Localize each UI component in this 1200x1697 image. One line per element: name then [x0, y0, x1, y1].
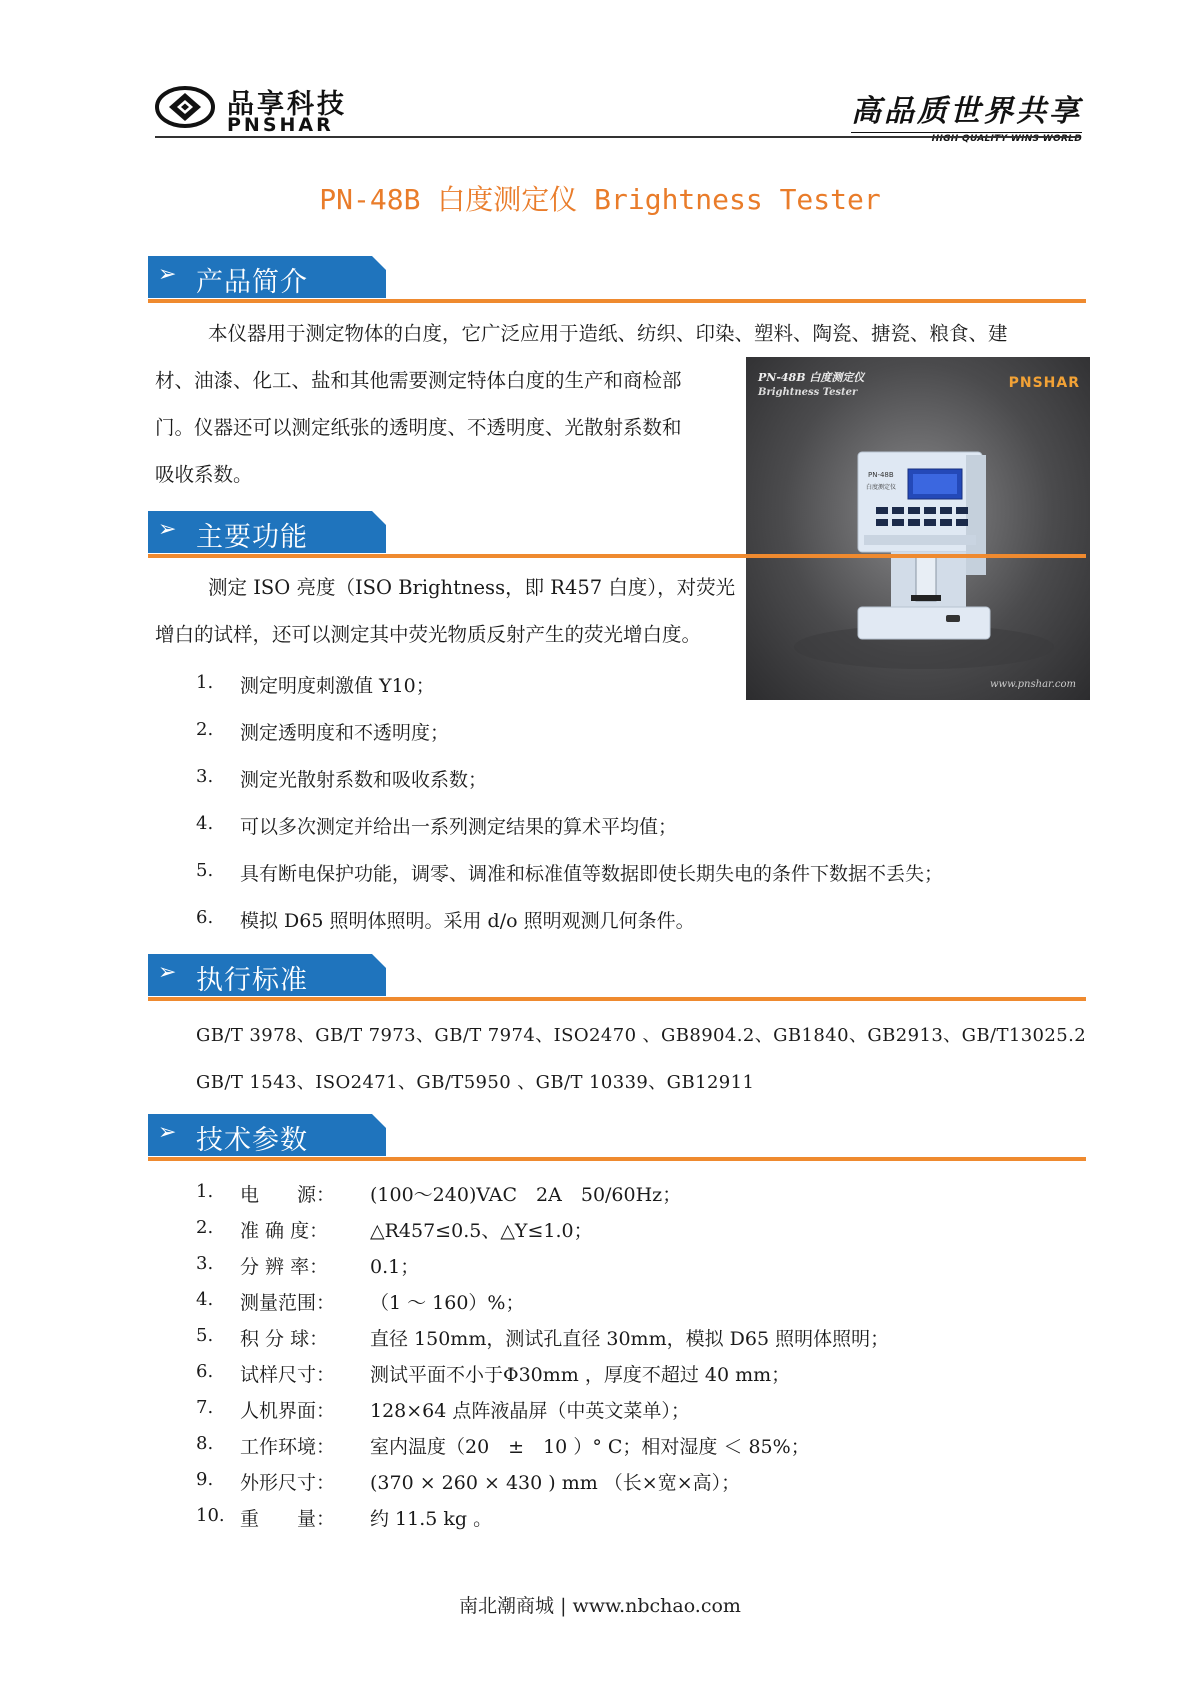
product-image-url: www.pnshar.com — [989, 679, 1076, 690]
spec-number: 9. — [196, 1469, 214, 1490]
spec-number: 1. — [196, 1181, 214, 1202]
section-title: 产品简介 — [196, 267, 308, 298]
logo-chinese-name: 品享科技 — [227, 89, 347, 120]
section-divider — [148, 554, 1086, 558]
arrow-right-icon: ➢ — [158, 262, 177, 287]
spec-label: 人机界面： — [240, 1400, 336, 1422]
spec-value: △R457≤0.5、△Y≤1.0； — [370, 1220, 593, 1242]
spec-label: 分 辨 率： — [240, 1256, 329, 1278]
logo-english-name: PNSHAR — [227, 114, 334, 136]
spec-label: 外形尺寸： — [240, 1472, 336, 1494]
slogan-chinese: 高品质世界共享 — [851, 94, 1082, 129]
company-logo — [155, 82, 365, 136]
function-item-number: 4. — [196, 813, 214, 834]
spec-value: 128×64 点阵液晶屏（中英文菜单）； — [370, 1400, 690, 1422]
spec-label: 试样尺寸： — [240, 1364, 336, 1386]
spec-label: 重 量： — [240, 1508, 336, 1530]
spec-number: 3. — [196, 1253, 214, 1274]
function-item-text: 测定光散射系数和吸收系数； — [240, 769, 488, 791]
product-image-model: PN-48B 白度测定仪 — [758, 371, 865, 384]
section-header-standards — [148, 954, 1086, 1002]
spec-value: (370 × 260 × 430 ) mm （长×宽×高）； — [370, 1472, 741, 1494]
function-item-text: 可以多次测定并给出一系列测定结果的算术平均值； — [240, 816, 678, 838]
header-divider — [155, 136, 1080, 138]
spec-number: 4. — [196, 1289, 214, 1310]
arrow-right-icon: ➢ — [158, 1120, 177, 1145]
functions-line-2: 增白的试样，还可以测定其中荧光物质反射产生的荧光增白度。 — [155, 623, 702, 646]
product-image-subtitle: Brightness Tester — [758, 387, 858, 398]
section-divider — [148, 1157, 1086, 1161]
section-header-specs — [148, 1114, 1086, 1162]
functions-line-1: 测定 ISO 亮度（ISO Brightness，即 R457 白度），对荧光 — [208, 576, 736, 599]
spec-number: 5. — [196, 1325, 214, 1346]
logo-mark-icon — [155, 86, 215, 128]
standards-line-2: GB/T 1543、ISO2471、GB/T5950 、GB/T 10339、GB12911 — [196, 1072, 755, 1093]
spec-label: 工作环境： — [240, 1436, 336, 1458]
intro-line-4: 吸收系数。 — [155, 463, 253, 486]
svg-text:PN-48B: PN-48B — [868, 471, 894, 479]
function-item-text: 测定透明度和不透明度； — [240, 722, 450, 744]
section-title: 技术参数 — [196, 1125, 308, 1156]
spec-value: 0.1； — [370, 1256, 420, 1278]
spec-value: （1 ～ 160）%； — [370, 1292, 525, 1314]
svg-text:白度测定仪: 白度测定仪 — [866, 484, 897, 491]
intro-line-3: 门。仪器还可以测定纸张的透明度、不透明度、光散射系数和 — [155, 416, 682, 439]
section-header-functions — [148, 511, 1086, 559]
document-title: PN-48B 白度测定仪 Brightness Tester — [319, 183, 881, 216]
section-title: 执行标准 — [196, 965, 308, 996]
function-item-number: 2. — [196, 719, 214, 740]
spec-value: 测试平面不小于Φ30mm ，厚度不超过 40 mm； — [370, 1364, 791, 1386]
section-divider — [148, 299, 1086, 303]
function-item-number: 3. — [196, 766, 214, 787]
page-footer: 南北潮商城 | www.nbchao.com — [459, 1595, 741, 1617]
intro-line-2: 材、油漆、化工、盐和其他需要测定特体白度的生产和商检部 — [155, 369, 682, 392]
function-item-text: 模拟 D65 照明体照明。采用 d/o 照明观测几何条件。 — [240, 910, 695, 932]
spec-value: 约 11.5 kg 。 — [370, 1508, 493, 1530]
standards-line-1: GB/T 3978、GB/T 7973、GB/T 7974、ISO2470 、GB8904.2、GB1840、GB2913、GB/T13025.2 — [196, 1025, 1087, 1046]
function-item-text: 具有断电保护功能，调零、调准和标准值等数据即使长期失电的条件下数据不丢失； — [240, 863, 944, 885]
spec-number: 2. — [196, 1217, 214, 1238]
section-divider — [148, 997, 1086, 1001]
function-item-number: 6. — [196, 907, 214, 928]
product-image-brand: PNSHAR — [1008, 375, 1080, 391]
function-item-text: 测定明度刺激值 Y10； — [240, 675, 435, 697]
arrow-right-icon: ➢ — [158, 960, 177, 985]
arrow-right-icon: ➢ — [158, 517, 177, 542]
function-item-number: 5. — [196, 860, 214, 881]
spec-label: 测量范围： — [240, 1292, 336, 1314]
spec-label: 准 确 度： — [240, 1220, 329, 1242]
spec-value: 直径 150mm，测试孔直径 30mm，模拟 D65 照明体照明； — [370, 1328, 890, 1350]
spec-value: 室内温度（20 ± 10 ）° C；相对湿度 ＜ 85%； — [370, 1436, 810, 1458]
slogan-english: HIGH QUALITY WINS WORLD — [851, 132, 1082, 144]
intro-line-1: 本仪器用于测定物体的白度，它广泛应用于造纸、纺织、印染、塑料、陶瓷、搪瓷、粮食、建 — [208, 322, 1008, 345]
section-header-intro — [148, 256, 1086, 304]
spec-label: 电 源： — [240, 1184, 336, 1206]
spec-number: 6. — [196, 1361, 214, 1382]
spec-number: 7. — [196, 1397, 214, 1418]
function-item-number: 1. — [196, 672, 214, 693]
section-title: 主要功能 — [196, 522, 308, 553]
spec-label: 积 分 球： — [240, 1328, 329, 1350]
spec-number: 10. — [196, 1505, 225, 1526]
spec-number: 8. — [196, 1433, 214, 1454]
spec-value: (100～240)VAC 2A 50/60Hz； — [370, 1184, 682, 1206]
